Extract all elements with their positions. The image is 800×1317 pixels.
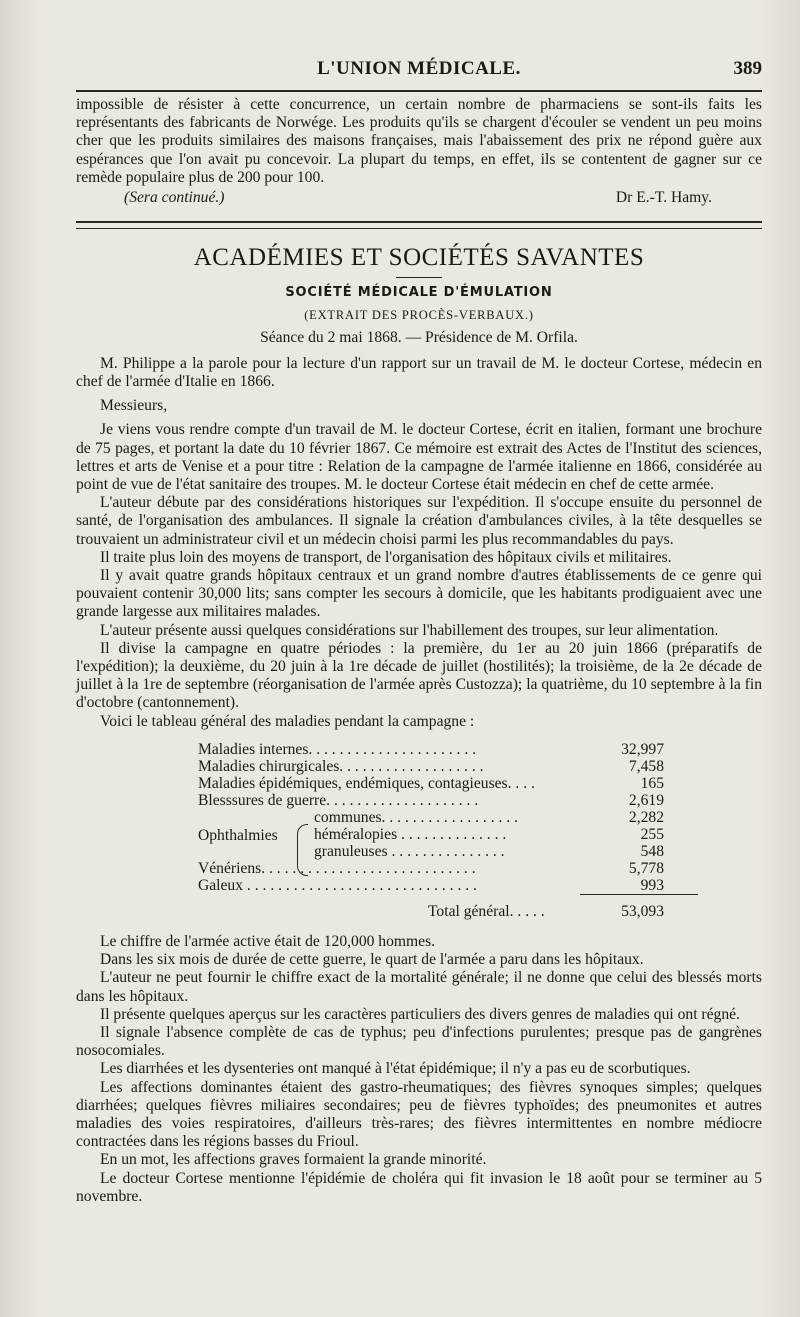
table-row-value: 2,282 [628,808,664,826]
paragraph-after-6: Les diarrhées et les dysenteries ont manqué à l'état épidémique; il n'y a pas eu de scorbutiques. [100,1060,691,1078]
total-label: Total général. . . . . [428,902,545,920]
salutation: Messieurs, [100,397,168,415]
paragraph-2: Je viens vous rendre compte d'un travail de M. le docteur Cortese, écrit en italien, formant une brochure de 75 pages, et portant la date du 10 février 1867. Ce mémoire est extrait des Actes de l'Institut des sciences, lettres et arts de Venise et a pour titre : Relation de la campagne de l'armée italienne en 1866, considérée au point de vue de l'état sanitaire des troupes. M. le docteur Cortese était médecin en chef de cette armée. [76,421,762,494]
table-row-label: Vénériens. . . . . . . . . . . . . . . . . . . . . . . . . . . . [198,859,476,877]
paragraph-7: Il divise la campagne en quatre périodes : la première, du 1er au 20 juin 1866 (préparatifs de l'expédition); la deuxième, du 20 juin à la 1re décade de juillet (hostilités); la troisième, de la 2e décade de juillet à la 1re de septembre (réorganisation de l'armée après Custozza); la quatrième, du 10 septembre à la fin d'octobre (cantonnement). [76,639,762,712]
paragraph-8: Voici le tableau général des maladies pendant la campagne : [100,712,475,730]
page-content [76,96,762,1206]
journal-title: L'UNION MÉDICALE. [317,58,521,79]
session-line: Séance du 2 mai 1868. — Présidence de M. Orfila. [260,328,578,346]
paragraph-5: Il y avait quatre grands hôpitaux centraux et un grand nombre d'autres établissements de ce genre qui pouvaient contenir 30,000 lits; sans compter les secours à domicile, que les habitants prodiguaient avec une grande largesse aux militaires malades. [76,567,762,621]
page-number: 389 [733,58,762,79]
intro-paragraph: impossible de résister à cette concurrence, un certain nombre de pharmaciens se sont-ils faits les représentants des fabricants de Norwége. Les produits qu'ils se chargent d'écouler se vendent un peu moins cher que les produits similaires des maisons françaises, mais l'abaissement des prix ne répond guère aux espérances que l'on avait pu concevoir. La plupart du temps, en effet, ils se contentent de gagner sur ce remède populaire plus de 200 pour 100. [76,96,762,186]
author-signature: Dr E.-T. Hamy. [615,189,712,207]
table-row-label: Maladies internes. . . . . . . . . . . . . . . . . . . . . . [198,740,477,758]
disease-table [76,739,762,925]
table-row-label: Blesssures de guerre. . . . . . . . . . . . . . . . . . . . [198,791,479,809]
table-row-value: 32,997 [621,740,664,758]
table-row-label: Maladies épidémiques, endémiques, contagieuses. . . . [198,774,535,792]
society-heading: SOCIÉTÉ MÉDICALE D'ÉMULATION [285,285,553,301]
paragraph-3: L'auteur débute par des considérations historiques sur l'expédition. Il s'occupe ensuite du personnel de santé, de l'organisation des ambulances. Il signale la création d'ambulances civiles, à la tête desquelles se trouvaient un administrateur civil et un médecin choisi parmi les plus recommandables du pays. [76,494,762,548]
header-rule [76,90,762,92]
paragraph-after-1: Le chiffre de l'armée active était de 120,000 hommes. [100,932,436,950]
paragraph-6: L'auteur présente aussi quelques considérations sur l'habillement des troupes, sur leur alimentation. [100,621,719,639]
table-row-label: Maladies chirurgicales. . . . . . . . . . . . . . . . . . . [198,757,484,775]
paragraph-after-9: Le docteur Cortese mentionne l'épidémie de choléra qui fit invasion le 18 août pour se terminer au 5 novembre. [76,1169,762,1205]
paragraph-after-2: Dans les six mois de durée de cette guerre, le quart de l'armée a paru dans les hôpitaux. [100,951,644,969]
paragraph-after-7: Les affections dominantes étaient des gastro-rheumatiques; des fièvres synoques simples; quelques diarrhées; quelques fièvres miliaires secondaires; peu de fièvres typhoïdes; des pneumonites et autres maladies des voies respiratoires, d'ailleurs très-rares; des fièvres intermittentes en nombre médiocre contractées dans les régions basses du Frioul. [76,1078,762,1151]
paragraph-1: M. Philippe a la parole pour la lecture d'un rapport sur un travail de M. le docteur Cortese, médecin en chef de l'armée d'Italie en 1866. [76,354,762,391]
continued-note: (Sera continué.) [124,189,225,207]
running-head [76,58,762,84]
total-rule [580,894,698,895]
paragraph-4: Il traite plus loin des moyens de transport, de l'organisation des hôpitaux civils et militaires. [100,548,672,566]
section-title: ACADÉMIES ET SOCIÉTÉS SAVANTES [193,244,645,272]
ophthalmies-label: Ophthalmies [198,826,278,844]
table-row-value: 548 [640,842,664,860]
table-row-value: 2,619 [628,791,664,809]
table-row-label: granuleuses . . . . . . . . . . . . . . . [314,842,505,860]
title-rule [396,277,442,278]
table-row-label: communes. . . . . . . . . . . . . . . . . . [314,808,519,826]
table-row-value: 7,458 [628,757,664,775]
paragraph-after-3: L'auteur ne peut fournir le chiffre exact de la mortalité générale; il ne donne que celui des blessés morts dans les hôpitaux. [76,969,762,1005]
paragraph-after-5: Il signale l'absence complète de cas de typhus; peu d'infections purulentes; presque pas de gangrènes nosocomiales. [76,1023,762,1060]
table-row-value: 255 [640,825,664,843]
table-row-value: 993 [640,876,664,894]
table-row-value: 165 [640,774,664,792]
sign-off [76,189,762,207]
paragraph-after-8: En un mot, les affections graves formaient la grande minorité. [100,1151,487,1169]
table-row-value: 5,778 [628,859,664,877]
table-row-label: Galeux . . . . . . . . . . . . . . . . . . . . . . . . . . . . . . [198,876,477,894]
extract-note: (EXTRAIT DES PROCÈS-VERBAUX.) [304,308,534,323]
table-row-label: héméralopies . . . . . . . . . . . . . . [314,825,507,843]
section-divider [76,221,762,229]
total-value: 53,093 [621,902,664,920]
paragraph-after-4: Il présente quelques aperçus sur les caractères particuliers des divers genres de maladies qui ont régné. [100,1005,740,1023]
